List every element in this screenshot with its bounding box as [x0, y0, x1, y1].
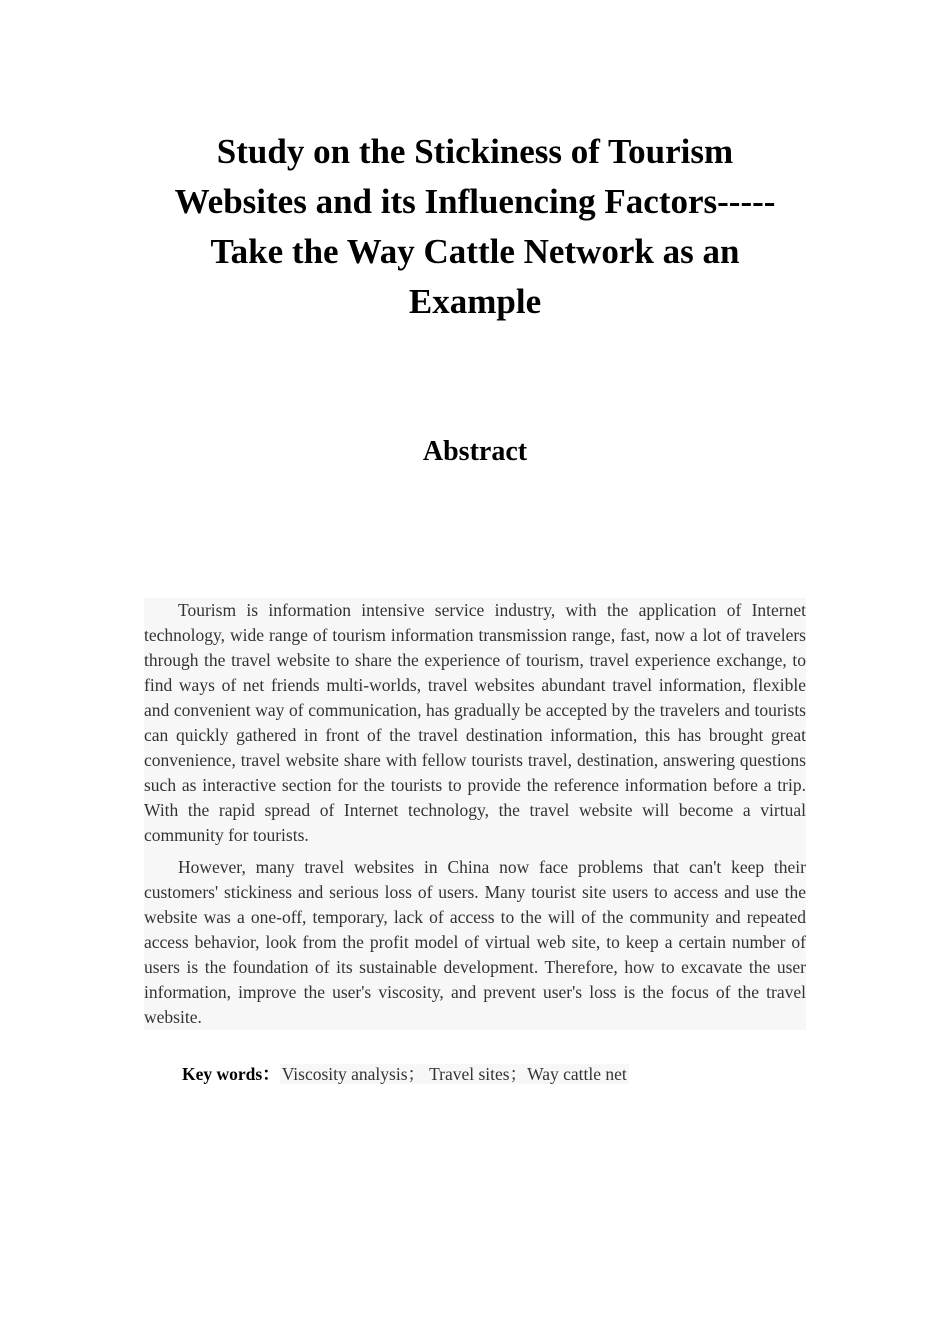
title-line-4: Example: [408, 282, 542, 321]
abstract-body: [144, 598, 806, 1030]
keywords-label: Key words：: [182, 1064, 280, 1084]
abstract-paragraph-2: However, many travel websites in China now face problems that can't keep their customers' stickiness and serious loss of users. Many tourist site users to access and use the website was a one-off, temporary, lack of access to the will of the community and repeated access behavior, look from the profit model of virtual web site, to keep a certain number of users is the foundation of its sustainable development. Therefore, how to excavate the user information, improve the user's viscosity, and prevent user's loss is the focus of the travel website.: [144, 857, 806, 1027]
keywords-values: Viscosity analysis； Travel sites；Way cattle net: [281, 1064, 627, 1084]
abstract-heading: Abstract: [422, 436, 528, 467]
title-line-1: Study on the Stickiness of Tourism: [216, 132, 734, 171]
title-line-2: Websites and its Influencing Factors-----: [174, 182, 776, 221]
abstract-paragraph-1: Tourism is information intensive service industry, with the application of Internet technology, wide range of tourism information transmission range, fast, now a lot of travelers through the travel website to share the experience of tourism, travel experience exchange, to find ways of net friends multi-worlds, travel websites abundant travel information, flexible and convenient way of communication, has gradually be accepted by the travelers and tourists can quickly gathered in front of the travel destination information, this has brought great convenience, travel website share with fellow tourists travel, destination, answering questions such as interactive section for the tourists to provide the reference information before a trip. With the rapid spread of Internet technology, the travel website will become a virtual community for tourists.: [144, 600, 806, 845]
paper-title: [150, 127, 800, 327]
title-line-3: Take the Way Cattle Network as an: [210, 232, 740, 271]
keywords-line: [182, 1062, 629, 1087]
